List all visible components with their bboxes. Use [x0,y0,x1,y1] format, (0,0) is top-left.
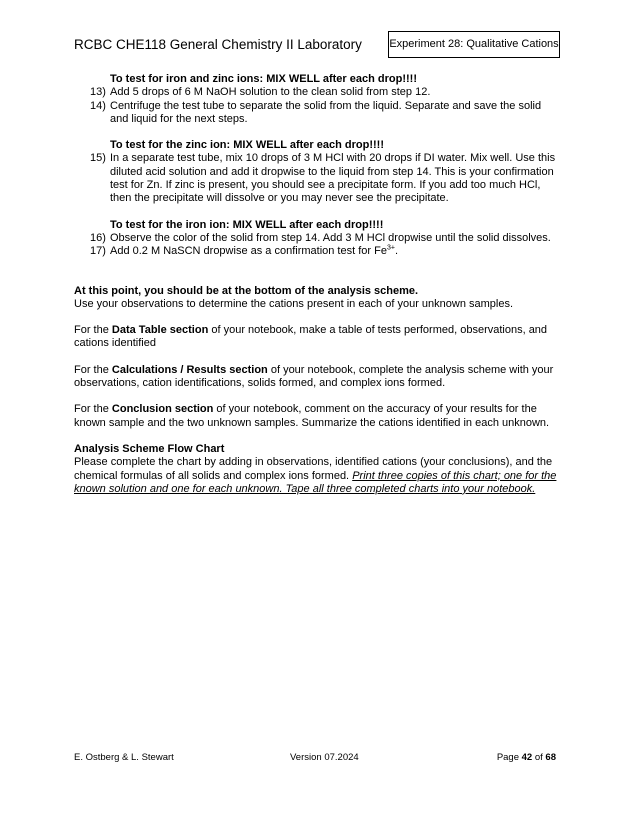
zinc-heading: To test for the zinc ion: MIX WELL after each drop!!!! [110,139,384,152]
conclusion-bold: Conclusion section [111,403,214,416]
bottom-text: Use your observations to determine the cations present in each of your unknown samples. [74,297,514,310]
footer-page [497,752,556,764]
step-text: Add 0.2 M NaSCN dropwise as a confirmation test for Fe [110,245,387,258]
bottom-bold: At this point, you should be at the bottom of the analysis scheme. [74,284,419,297]
experiment-title-box: Experiment 28: Qualitative Cations [388,31,560,58]
data-table-paragraph [74,324,562,351]
iron-zinc-heading: To test for iron and zinc ions: MIX WELL after each drop!!!! [110,73,417,85]
step-end: . [394,245,398,258]
text-post: of your notebook, complete the analysis scheme with your observations, cation identifications, solids formed, and complex ions formed. [74,363,554,390]
page-total: 68 [545,752,556,763]
step-number: 16) [90,231,106,244]
step-16 [74,232,562,245]
conclusion-paragraph [74,403,562,430]
text-post: of your notebook, comment on the accuracy of your results for the known sample and the two unknown samples. Summarize the cations identified in each unknown. [74,403,550,429]
step-13 [74,86,562,99]
of-label: of [532,752,546,763]
text-pre: For the [74,363,112,376]
flow-chart-text: Please complete the chart by adding in observations, identified cations (your conclusions), and the chemical formulas of all solids and complex ions formed. [74,456,553,482]
step-text: Centrifuge the test tube to separate the solid from the liquid. Separate and save the solid and liquid for the next steps. [110,99,542,125]
flow-chart-heading: Analysis Scheme Flow Chart [74,442,225,455]
step-text: Observe the color of the solid from step 14. Add 3 M HCl dropwise until the solid dissolves. [110,231,551,244]
calculations-bold: Calculations / Results section [111,363,268,376]
step-text: Add 5 drops of 6 M NaOH solution to the clean solid from step 12. [110,86,431,99]
step-number: 15) [90,152,106,165]
charge-superscript: 3+ [386,244,395,252]
footer-authors: E. Ostberg & L. Stewart [74,752,174,763]
step-17 [74,245,562,258]
calculations-paragraph [74,364,562,391]
step-number: 13) [90,86,106,99]
footer-version: Version 07.2024 [290,752,359,763]
step-number: 14) [90,99,106,112]
zinc-steps [74,152,562,205]
step-text: In a separate test tube, mix 10 drops of 3 M HCl with 20 drops if DI water. Mix well. Use this diluted acid solution and add it dropwise to the liquid from step 14. This is your confirmation test for Zn. If zinc is present, you should see a precipitate form. If you add too much HCl, then the precipitate will dissolve or you may never see the precipitate. [110,152,556,205]
iron-heading: To test for the iron ion: MIX WELL after each drop!!!! [110,218,384,231]
iron-steps [74,232,562,259]
iron-zinc-steps [74,86,562,126]
step-14 [74,100,562,127]
page-label: Page [496,752,522,763]
step-number: 17) [90,245,106,258]
text-pre: For the [74,403,112,416]
bottom-of-scheme [74,285,562,312]
data-table-bold: Data Table section [111,324,209,337]
step-15 [74,152,562,205]
flow-chart-paragraph [74,443,562,496]
page-number: 42 [521,752,533,763]
flow-chart-emphasis: Print three copies of this chart; one for the known solution and one for each unknown. Tape all three completed charts into your notebook. [74,469,557,495]
main-content [74,73,562,496]
text-post: of your notebook, make a table of tests performed, observations, and cations identified [74,324,548,350]
header-title: RCBC CHE118 General Chemistry II Laboratory [74,37,362,52]
text-pre: For the [74,324,112,337]
